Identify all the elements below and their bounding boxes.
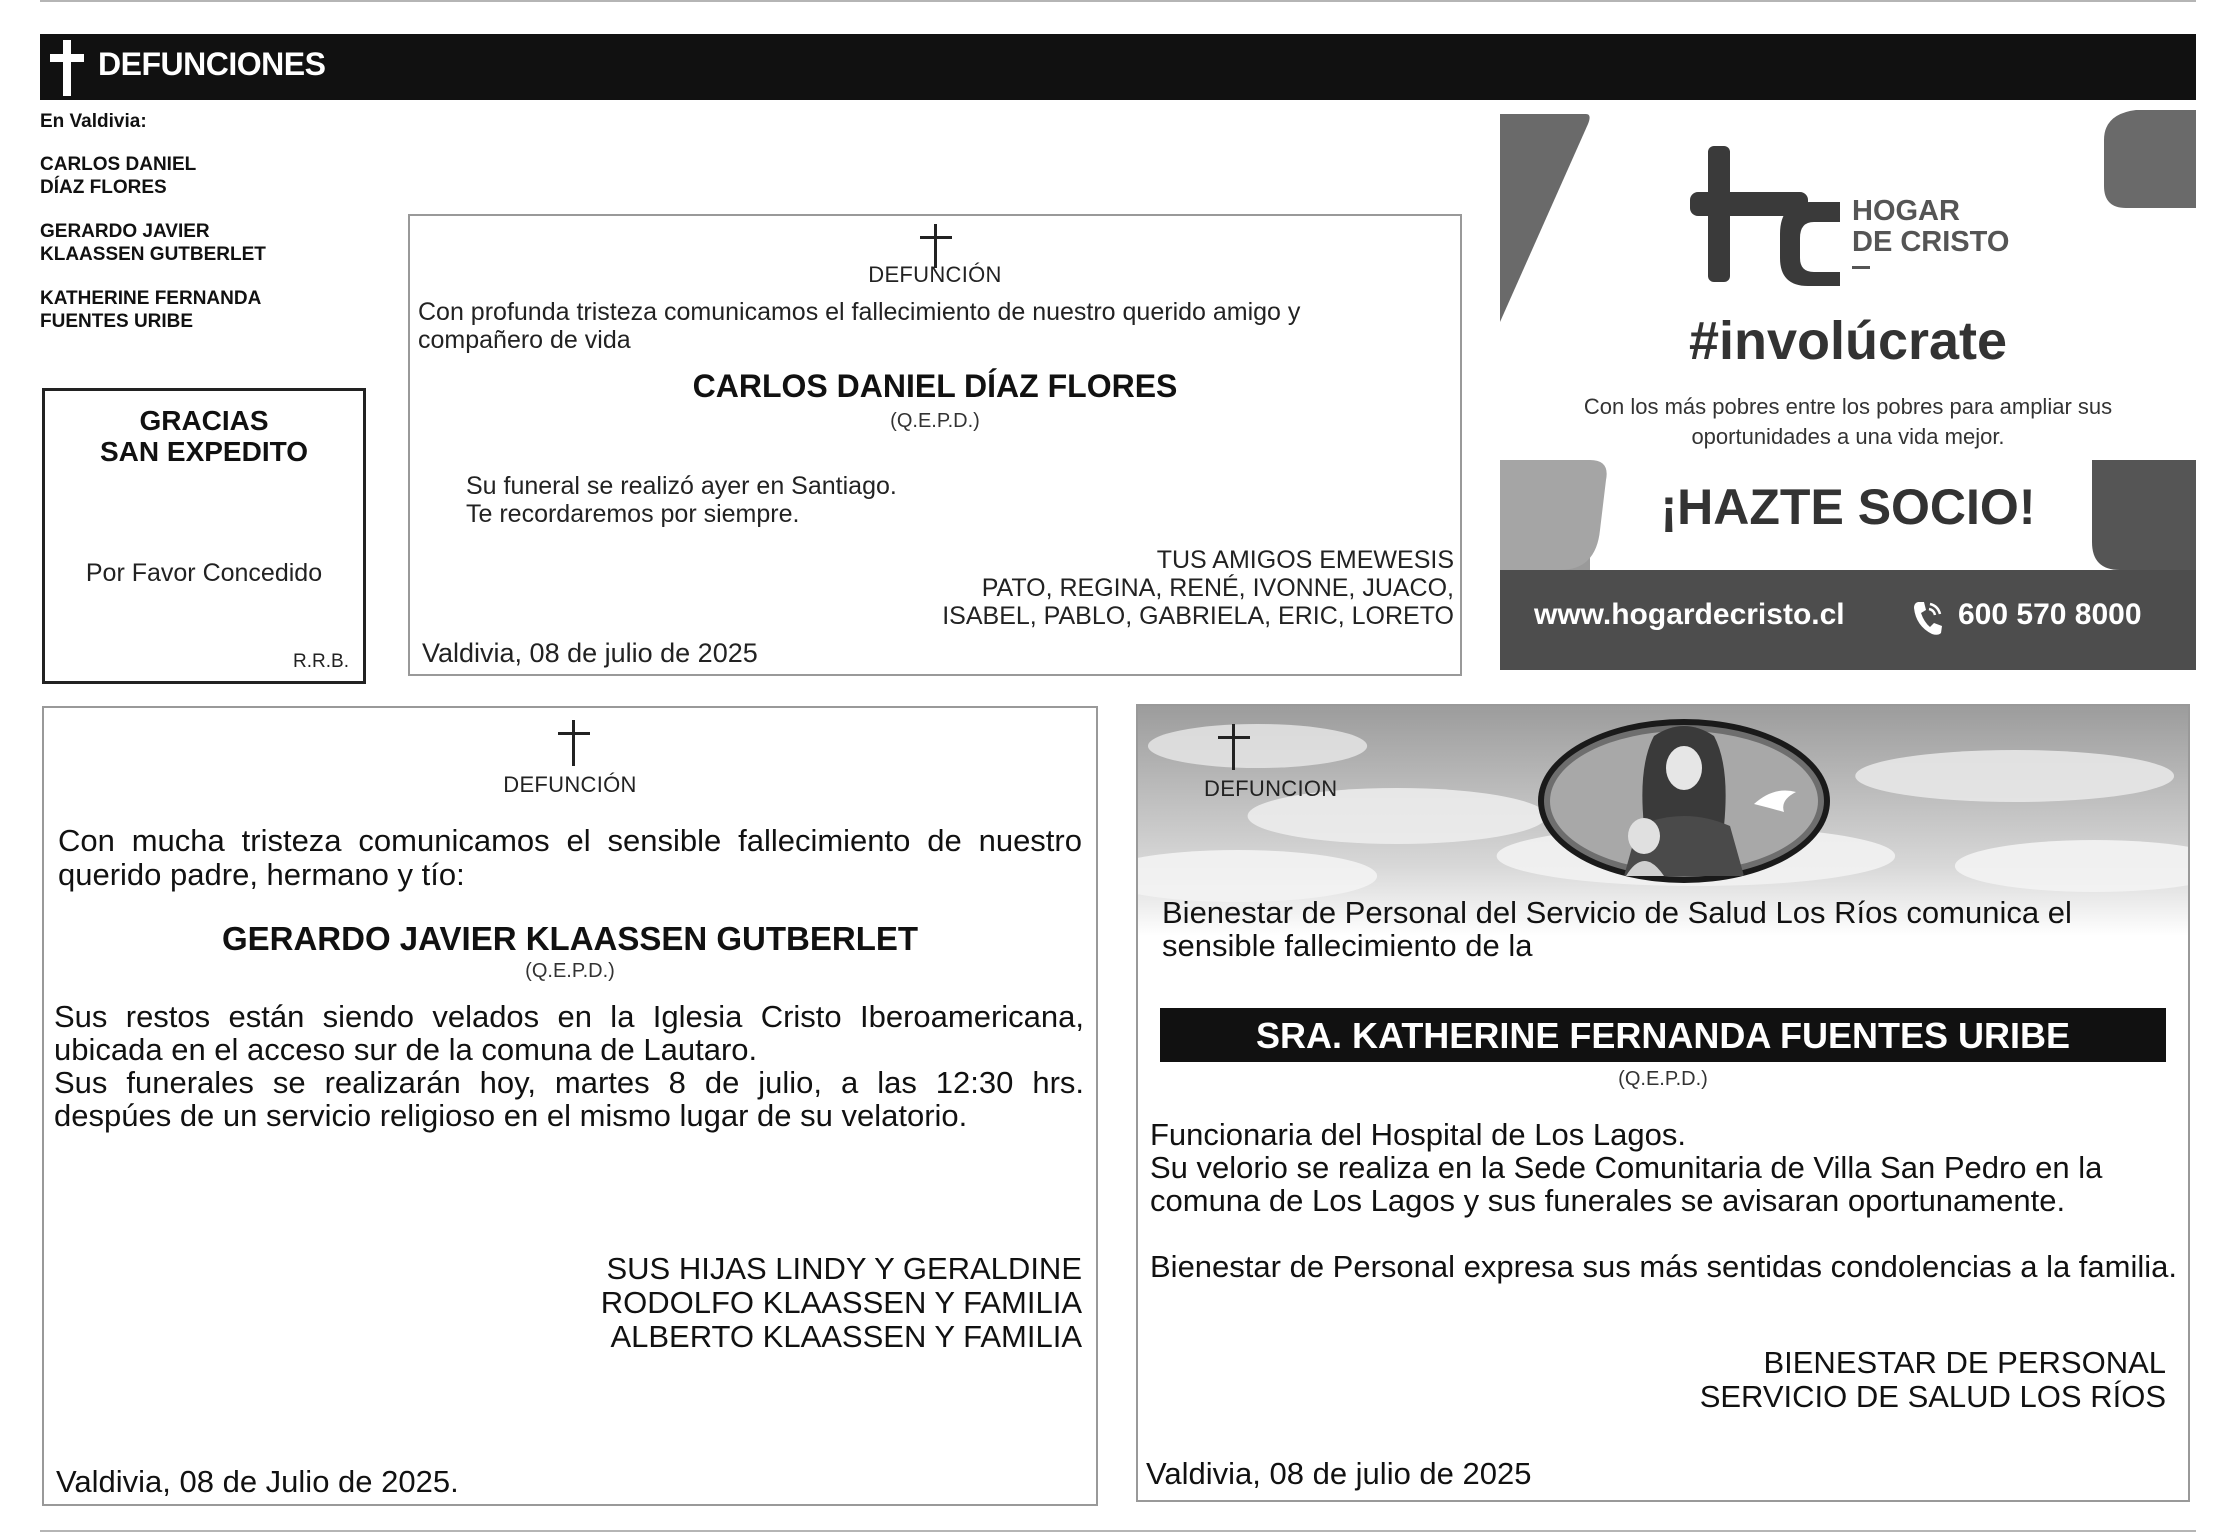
cross-icon bbox=[50, 40, 84, 96]
notice-label: DEFUNCIÓN bbox=[868, 262, 1002, 287]
notice-intro: Bienestar de Personal del Servicio de Salud Los Ríos comunica el sensible fallecimiento de la bbox=[1162, 895, 2072, 963]
hogar-de-cristo-ad[interactable] bbox=[1500, 110, 2196, 670]
brand-underline bbox=[1852, 266, 1870, 269]
notice-katherine-fuentes bbox=[1136, 704, 2190, 1502]
qepd-label: (Q.E.P.D.) bbox=[525, 960, 615, 982]
section-header bbox=[40, 34, 2196, 100]
gracias-notice bbox=[42, 388, 366, 684]
ad-text: Con los más pobres entre los pobres para ampliar sus oportunidades a una vida mejor. bbox=[1583, 394, 2113, 449]
hogar-de-cristo-logo bbox=[1690, 146, 1850, 286]
deceased-name: GERARDO JAVIER KLAASSEN GUTBERLET bbox=[221, 920, 919, 957]
gracias-favor: Por Favor Concedido bbox=[85, 559, 323, 587]
notice-label: DEFUNCION bbox=[1204, 776, 1338, 801]
ad-brand: HOGAR DE CRISTO bbox=[1852, 196, 2009, 269]
deceased-list bbox=[40, 110, 400, 354]
notice-label: DEFUNCIÓN bbox=[503, 772, 637, 797]
notice-signature: SUS HIJAS LINDY Y GERALDINE RODOLFO KLAASSEN Y FAMILIA ALBERTO KLAASSEN Y FAMILIA bbox=[600, 1251, 1082, 1354]
list-intro: En Valdivia: bbox=[40, 111, 147, 132]
notice-intro: Con mucha tristeza comunicamos el sensible fallecimiento de nuestro querido padre, hermano y tío: bbox=[58, 823, 1082, 892]
list-item: CARLOS DANIEL DÍAZ FLORES bbox=[40, 154, 197, 198]
notice-gerardo-klaassen bbox=[42, 706, 1098, 1506]
phone-icon bbox=[1910, 598, 1944, 638]
cross-icon bbox=[1214, 722, 1254, 772]
notice-signature: BIENESTAR DE PERSONAL SERVICIO DE SALUD LOS RÍOS bbox=[1699, 1345, 2166, 1414]
gracias-heading: GRACIAS SAN EXPEDITO bbox=[100, 405, 308, 467]
notice-date: Valdivia, 08 de Julio de 2025. bbox=[56, 1464, 459, 1499]
ad-phone[interactable]: 600 570 8000 bbox=[1958, 598, 2142, 631]
ad-contact-bar bbox=[1500, 570, 2196, 670]
deceased-name: SRA. KATHERINE FERNANDA FUENTES URIBE bbox=[1160, 1008, 2166, 1062]
notice-date: Valdivia, 08 de julio de 2025 bbox=[1146, 1456, 1532, 1491]
qepd-label: (Q.E.P.D.) bbox=[890, 410, 980, 432]
qepd-label: (Q.E.P.D.) bbox=[1618, 1068, 1708, 1090]
list-item: KATHERINE FERNANDA FUENTES URIBE bbox=[40, 288, 262, 332]
notice-body: Su funeral se realizó ayer en Santiago. Te recordaremos por siempre. bbox=[466, 472, 897, 528]
cross-icon bbox=[554, 718, 594, 768]
notice-carlos-diaz bbox=[408, 214, 1462, 676]
ad-cta[interactable]: ¡HAZTE SOCIO! bbox=[1660, 479, 2036, 535]
virgin-and-child-image bbox=[1534, 716, 1834, 886]
ad-hashtag: #involúcrate bbox=[1688, 311, 2008, 371]
section-title: DEFUNCIONES bbox=[98, 46, 326, 82]
notice-signature: TUS AMIGOS EMEWESIS PATO, REGINA, RENÉ, IVONNE, JUACO, ISABEL, PABLO, GABRIELA, ERIC, LORETO bbox=[942, 546, 1454, 630]
gracias-initials: R.R.B. bbox=[293, 651, 349, 672]
list-item: GERARDO JAVIER KLAASSEN GUTBERLET bbox=[40, 221, 266, 265]
notice-body: Funcionaria del Hospital de Los Lagos. Su velorio se realiza en la Sede Comunitaria de Villa San Pedro en la comuna de Los Lagos y sus funerales se avisaran oportunamente. Bienestar de Personal expresa sus más sentidas condolencias a la familia. bbox=[1150, 1117, 2177, 1284]
top-rule bbox=[40, 0, 2196, 2]
notice-intro: Con profunda tristeza comunicamos el fallecimiento de nuestro querido amigo y compañero de vida bbox=[418, 298, 1301, 354]
ad-url[interactable]: www.hogardecristo.cl bbox=[1534, 598, 1845, 631]
notice-body: Sus restos están siendo velados en la Iglesia Cristo Iberoamericana, ubicada en el acceso sur de la comuna de Lautaro. Sus funerales se realizarán hoy, martes 8 de julio, a las 12:30 hrs. despúes de un servicio religioso en el mismo lugar de su velatorio. bbox=[54, 999, 1084, 1133]
deceased-name: CARLOS DANIEL DÍAZ FLORES bbox=[692, 368, 1178, 404]
notice-date: Valdivia, 08 de julio de 2025 bbox=[422, 638, 758, 668]
